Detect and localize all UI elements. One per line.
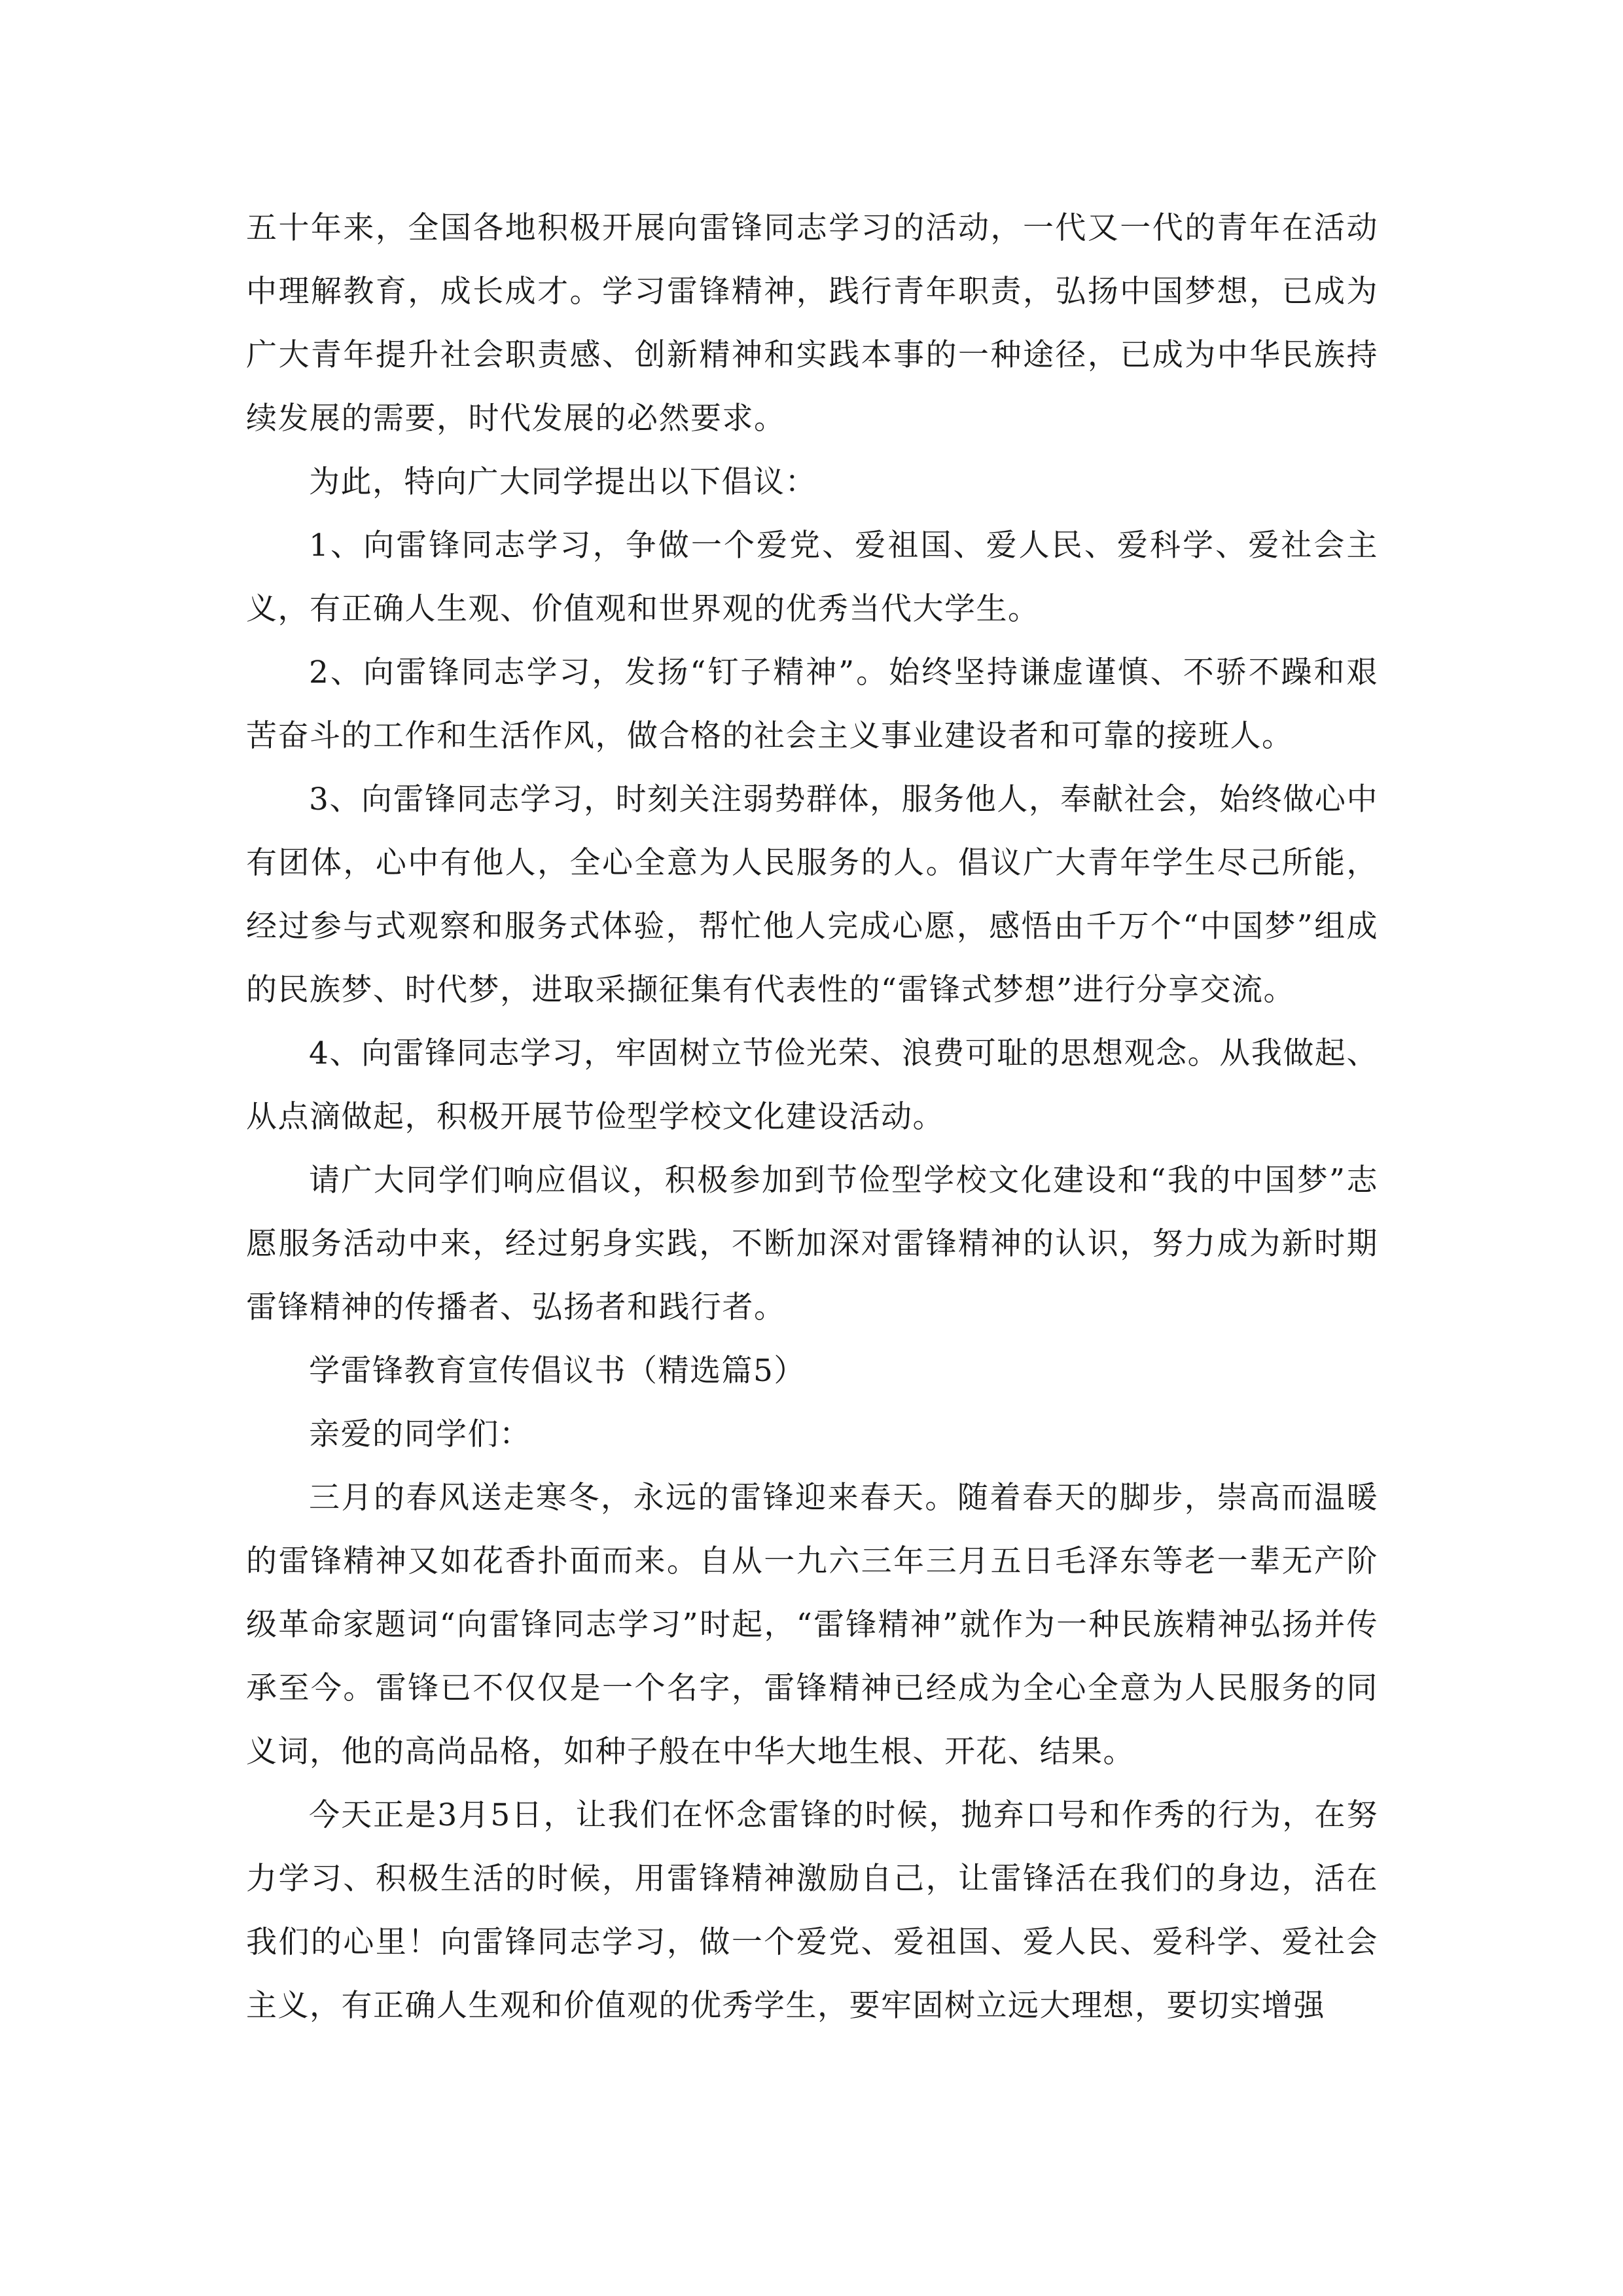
paragraph-intro-continued: 五十年来，全国各地积极开展向雷锋同志学习的活动，一代又一代的青年在活动中理解教育，成长成才。学习雷锋精神，践行青年职责，弘扬中国梦想，已成为广大青年提升社会职责感、创新精神和实践本事的一种途径，已成为中华民族持续发展的需要，时代发展的必然要求。 xyxy=(246,210,1378,437)
paragraph-spring: 三月的春风送走寒冬，永远的雷锋迎来春天。随着春天的脚步，崇高而温暖的雷锋精神又如花香扑面而来。自从一九六三年三月五日毛泽东等老一辈无产阶级革命家题词“向雷锋同志学习”时起，“雷锋精神”就作为一种民族精神弘扬并传承至今。雷锋已不仅仅是一个名字，雷锋精神已经成为全心全意为人民服务的同义词，他的高尚品格，如种子般在中华大地生根、开花、结果。 xyxy=(246,1480,1378,1770)
paragraph-proposal-2: 2、向雷锋同志学习，发扬“钉子精神”。始终坚持谦虚谨慎、不骄不躁和艰苦奋斗的工作和生活作风，做合格的社会主义事业建设者和可靠的接班人。 xyxy=(246,655,1378,754)
document-body xyxy=(246,196,1378,2037)
section-title: 学雷锋教育宣传倡议书（精选篇5） xyxy=(309,1353,806,1389)
paragraph-proposal-4: 4、向雷锋同志学习，牢固树立节俭光荣、浪费可耻的思想观念。从我做起、从点滴做起，积极开展节俭型学校文化建设活动。 xyxy=(246,1035,1378,1135)
paragraph-proposal-intro: 为此，特向广大同学提出以下倡议： xyxy=(309,464,817,500)
paragraph-proposal-3: 3、向雷锋同志学习，时刻关注弱势群体，服务他人，奉献社会，始终做心中有团体，心中有他人，全心全意为人民服务的人。倡议广大青年学生尽己所能，经过参与式观察和服务式体验，帮忙他人完成心愿，感悟由千万个“中国梦”组成的民族梦、时代梦，进取采撷征集有代表性的“雷锋式梦想”进行分享交流。 xyxy=(246,781,1378,1008)
paragraph-call-to-action: 请广大同学们响应倡议，积极参加到节俭型学校文化建设和“我的中国梦”志愿服务活动中来，经过躬身实践，不断加深对雷锋精神的认识，努力成为新时期雷锋精神的传播者、弘扬者和践行者。 xyxy=(246,1162,1378,1325)
greeting: 亲爱的同学们： xyxy=(309,1416,531,1452)
paragraph-today: 今天正是3月5日，让我们在怀念雷锋的时候，抛弃口号和作秀的行为，在努力学习、积极生活的时候，用雷锋精神激励自己，让雷锋活在我们的身边，活在我们的心里！向雷锋同志学习，做一个爱党、爱祖国、爱人民、爱科学、爱社会主义，有正确人生观和价值观的优秀学生，要牢固树立远大理想，要切实增强 xyxy=(246,1797,1378,2024)
paragraph-proposal-1: 1、向雷锋同志学习，争做一个爱党、爱祖国、爱人民、爱科学、爱社会主义，有正确人生观、价值观和世界观的优秀当代大学生。 xyxy=(246,528,1378,627)
